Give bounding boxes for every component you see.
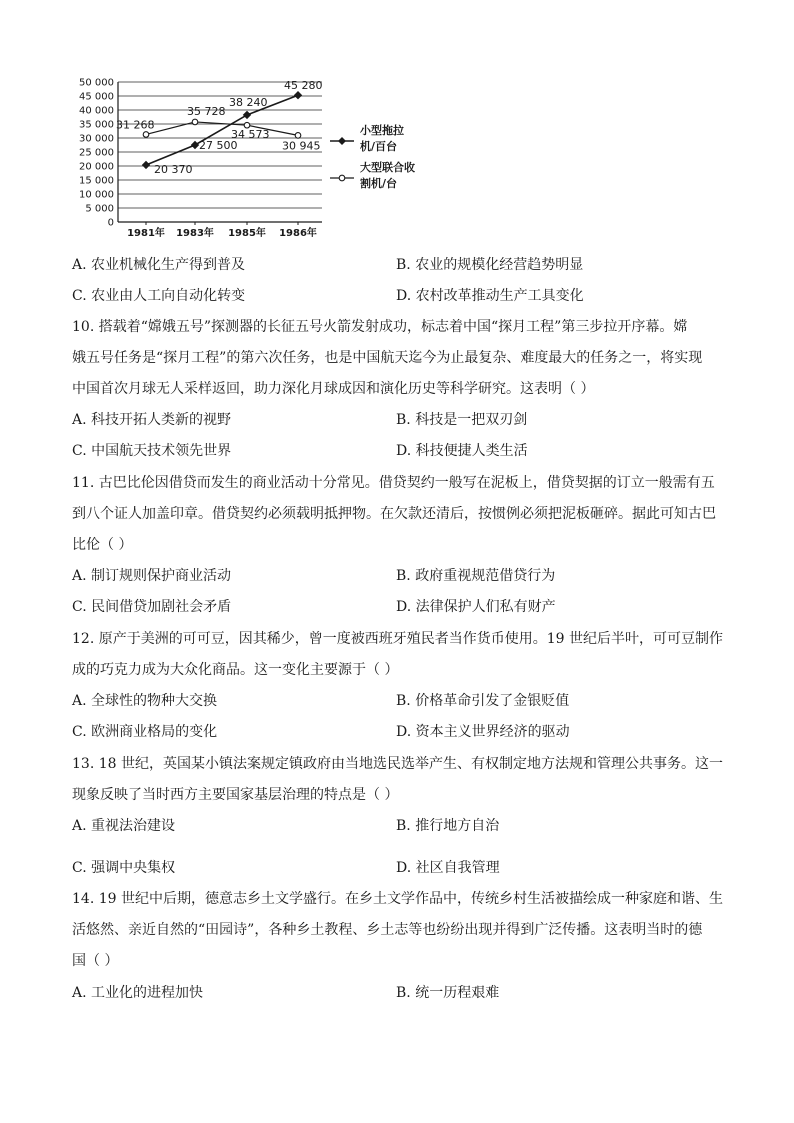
chart-svg (60, 72, 460, 242)
q13-stem-line-2: 现象反映了当时西方主要国家基层治理的特点是（ ） (72, 787, 399, 803)
q14-option-a[interactable]: A. 工业化的进程加快 (72, 985, 204, 1001)
q9-option-d[interactable]: D. 农村改革推动生产工具变化 (396, 288, 584, 304)
data-label-combine-harvester: 34 573 (231, 128, 270, 142)
x-tick-label: 1985年 (228, 228, 266, 239)
q10-stem-line-2: 娥五号任务是“探月工程”的第六次任务，也是中国航天迄今为止最复杂、难度最大的任务之一，将实现 (72, 350, 703, 366)
x-tick-label: 1986年 (279, 228, 317, 239)
q12-stem-line-2: 成的巧克力成为大众化商品。这一变化主要源于（ ） (72, 662, 399, 678)
data-label-small-tractor: 20 370 (154, 162, 193, 176)
q11-option-d[interactable]: D. 法律保护人们私有财产 (396, 599, 556, 615)
q12-stem-line-1: 12. 原产于美洲的可可豆，因其稀少，曾一度被西班牙殖民者当作货币使用。19 世纪后半叶，可可豆制作 (72, 631, 723, 647)
q13-option-a[interactable]: A. 重视法治建设 (72, 818, 176, 834)
legend-label-small-tractor: 机/百台 (360, 140, 398, 153)
legend-label-combine-harvester: 割机/台 (360, 177, 398, 190)
q13-option-d[interactable]: D. 社区自我管理 (396, 860, 500, 876)
data-point-combine-harvester (192, 119, 198, 125)
y-tick-label: 35 000 (79, 119, 114, 131)
q9-option-b[interactable]: B. 农业的规模化经营趋势明显 (396, 257, 584, 273)
data-label-small-tractor: 45 280 (284, 79, 323, 93)
data-point-combine-harvester (143, 132, 149, 138)
q14-option-b[interactable]: B. 统一历程艰难 (396, 985, 500, 1001)
line-chart (60, 72, 460, 242)
q11-stem-line-3: 比伦（ ） (72, 537, 133, 553)
q11-stem-line-1: 11. 古巴比伦因借贷而发生的商业活动十分常见。借贷契约一般写在泥板上，借贷契据的订立一般需有五 (72, 475, 715, 491)
q10-option-c[interactable]: C. 中国航天技术领先世界 (72, 443, 232, 459)
q9-option-a[interactable]: A. 农业机械化生产得到普及 (72, 257, 246, 273)
data-point-small-tractor (294, 91, 302, 99)
data-point-small-tractor (191, 141, 199, 149)
data-point-small-tractor (142, 161, 150, 169)
y-tick-label: 15 000 (79, 175, 114, 187)
q11-stem-line-2: 到八个证人加盖印章。借贷契约必须载明抵押物。在欠款还清后，按惯例必须把泥板砸碎。据此可知古巴 (72, 506, 716, 522)
q13-option-b[interactable]: B. 推行地方自治 (396, 818, 500, 834)
y-tick-label: 50 000 (79, 77, 114, 89)
q10-option-b[interactable]: B. 科技是一把双刃剑 (396, 412, 528, 428)
y-tick-label: 40 000 (79, 105, 114, 117)
q13-option-c[interactable]: C. 强调中央集权 (72, 860, 176, 876)
q14-stem-line-3: 国（ ） (72, 953, 119, 969)
q13-stem-line-1: 13. 18 世纪，英国某小镇法案规定镇政府由当地选民选举产生、有权制定地方法规和管理公共事务。这一 (72, 756, 723, 772)
q12-option-b[interactable]: B. 价格革命引发了金银贬值 (396, 693, 570, 709)
q11-option-a[interactable]: A. 制订规则保护商业活动 (72, 568, 232, 584)
y-tick-label: 25 000 (79, 147, 114, 159)
q14-stem-line-1: 14. 19 世纪中后期，德意志乡土文学盛行。在乡土文学作品中，传统乡村生活被描绘成一种家庭和谐、生 (72, 891, 723, 907)
data-label-combine-harvester: 30 945 (282, 139, 321, 153)
q10-stem-line-1: 10. 搭载着“嫦娥五号”探测器的长征五号火箭发射成功，标志着中国“探月工程”第三步拉开序幕。嫦 (72, 319, 688, 335)
y-tick-label: 45 000 (79, 91, 114, 103)
data-label-combine-harvester: 35 728 (187, 104, 226, 118)
q10-option-d[interactable]: D. 科技便捷人类生活 (396, 443, 528, 459)
x-tick-label: 1983年 (176, 228, 214, 239)
legend-marker-small-tractor (338, 137, 346, 145)
y-tick-label: 5 000 (85, 203, 114, 215)
q10-option-a[interactable]: A. 科技开拓人类新的视野 (72, 412, 232, 428)
data-point-combine-harvester (295, 133, 301, 139)
data-point-combine-harvester (244, 122, 250, 128)
q9-option-c[interactable]: C. 农业由人工向自动化转变 (72, 288, 246, 304)
y-tick-label: 20 000 (79, 161, 114, 173)
legend-label-combine-harvester: 大型联合收 (360, 161, 415, 174)
q12-option-c[interactable]: C. 欧洲商业格局的变化 (72, 724, 218, 740)
q14-stem-line-2: 活悠然、亲近自然的“田园诗”，各种乡土教程、乡土志等也纷纷出现并得到广泛传播。这表明当时的德 (72, 922, 703, 938)
legend-marker-combine-harvester (339, 175, 345, 181)
q10-stem-line-3: 中国首次月球无人采样返回，助力深化月球成因和演化历史等科学研究。这表明（ ） (72, 381, 595, 397)
q11-option-b[interactable]: B. 政府重视规范借贷行为 (396, 568, 556, 584)
y-tick-label: 10 000 (79, 189, 114, 201)
y-tick-label: 30 000 (79, 133, 114, 145)
data-point-small-tractor (243, 111, 251, 119)
data-label-combine-harvester: 31 268 (116, 118, 155, 132)
q12-option-a[interactable]: A. 全球性的物种大交换 (72, 693, 218, 709)
y-tick-label: 0 (107, 217, 114, 229)
q11-option-c[interactable]: C. 民间借贷加剧社会矛盾 (72, 599, 232, 615)
legend-label-small-tractor: 小型拖拉 (360, 124, 404, 137)
x-tick-label: 1981年 (127, 228, 165, 239)
data-label-small-tractor: 38 240 (229, 95, 268, 109)
data-label-small-tractor: 27 500 (199, 139, 238, 152)
q12-option-d[interactable]: D. 资本主义世界经济的驱动 (396, 724, 570, 740)
